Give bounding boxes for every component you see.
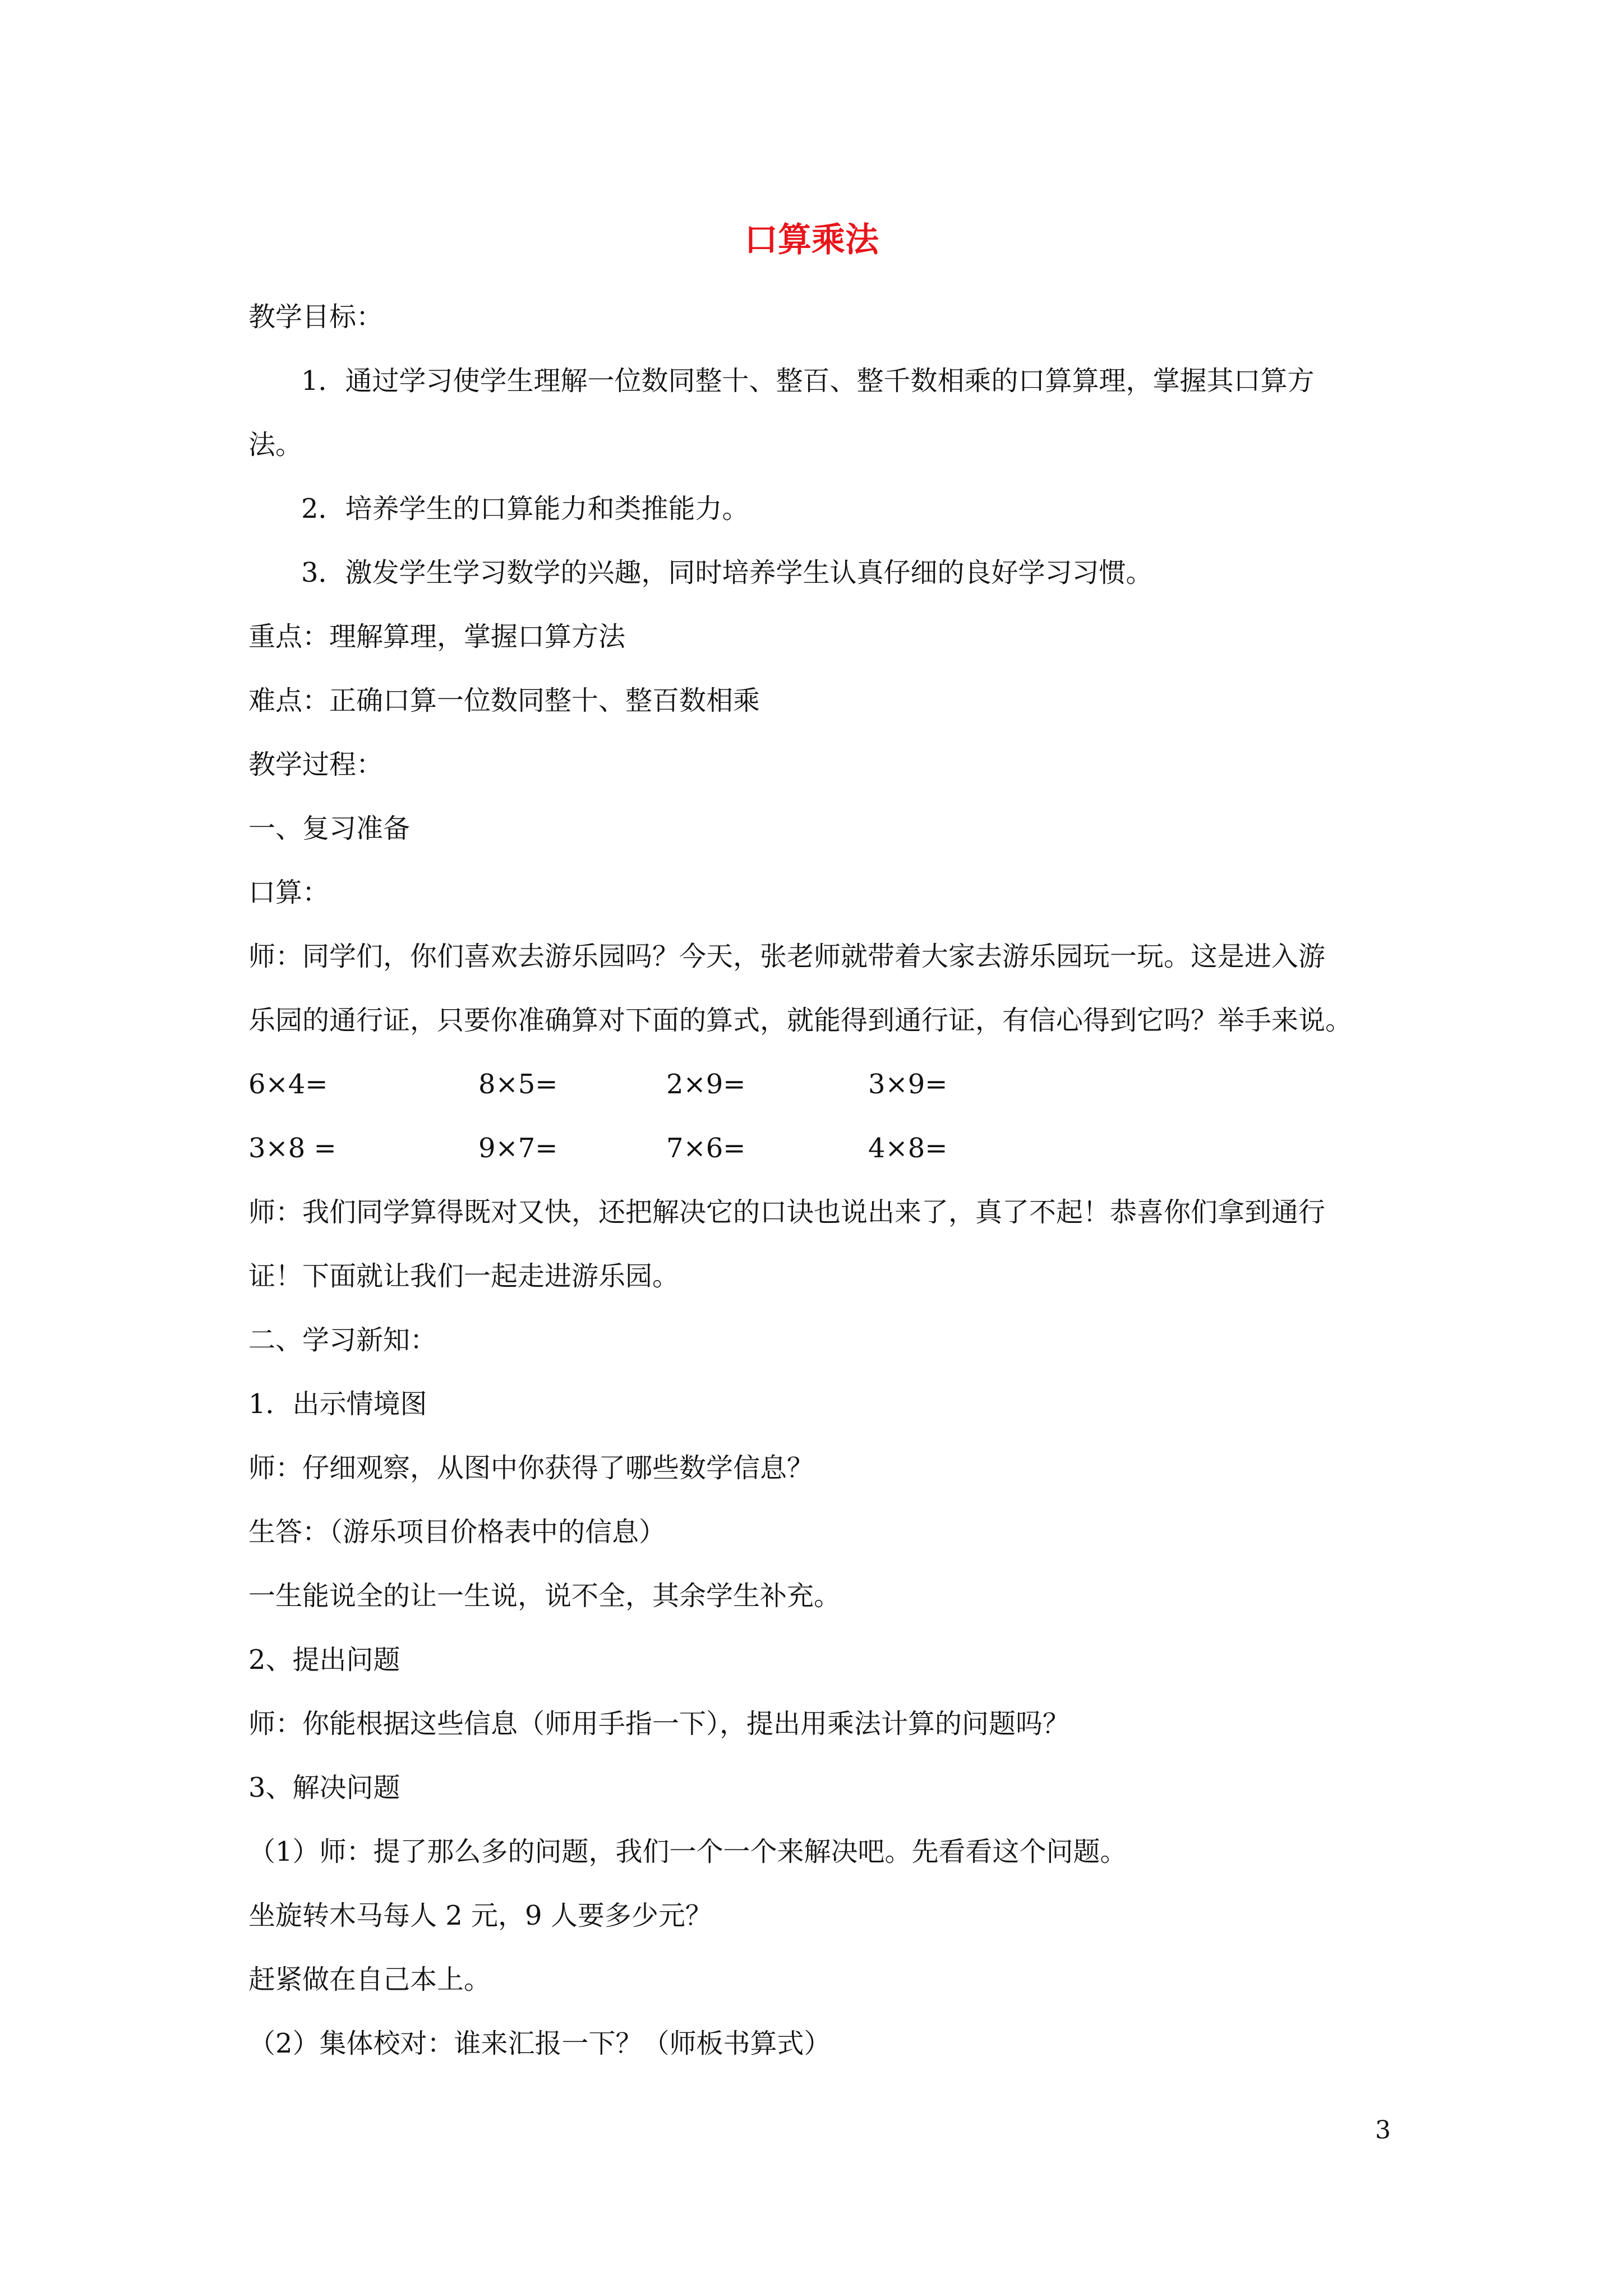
teacher-question-multiplication: 师：你能根据这些信息（师用手指一下），提出用乘法计算的问题吗？ [248, 1708, 1070, 1740]
student-answer: 生答：（游乐项目价格表中的信息） [248, 1516, 666, 1548]
instruction-do-in-notebook: 赶紧做在自己本上。 [248, 1964, 491, 1995]
teacher-question-observe: 师：仔细观察，从图中你获得了哪些数学信息？ [248, 1452, 814, 1484]
math-problem: 3×9= [868, 1069, 948, 1100]
page-number: 3 [1375, 2116, 1391, 2145]
word-problem: 坐旋转木马每人 2 元，9 人要多少元？ [248, 1900, 712, 1931]
step-new-knowledge-heading: 二、学习新知： [248, 1324, 437, 1356]
math-problem: 2×9= [666, 1069, 746, 1100]
math-problem: 9×7= [478, 1133, 558, 1164]
substep-raise-question: 2、提出问题 [248, 1644, 400, 1676]
section-heading-process: 教学过程： [248, 749, 384, 780]
teacher-solve-intro: （1）师：提了那么多的问题，我们一个一个来解决吧。先看看这个问题。 [248, 1836, 1127, 1867]
math-problem: 4×8= [868, 1133, 948, 1164]
teacher-intro-line-2: 乐园的通行证，只要你准确算对下面的算式，就能得到通行证，有信心得到它吗？举手来说。 [248, 1005, 1353, 1036]
objective-3: 3．激发学生学习数学的兴趣，同时培养学生认真仔细的良好学习习惯。 [301, 557, 1153, 588]
math-problem: 3×8 = [248, 1133, 336, 1164]
math-problem: 6×4= [248, 1069, 328, 1100]
teacher-praise-line-2: 证！下面就让我们一起走进游乐园。 [248, 1260, 680, 1292]
math-problem: 7×6= [666, 1133, 746, 1164]
oral-math-label: 口算： [248, 877, 330, 908]
substep-solve-problem: 3、解决问题 [248, 1772, 400, 1803]
teacher-praise-line-1: 师：我们同学算得既对又快，还把解决它的口诀也说出来了，真了不起！恭喜你们拿到通行 [248, 1197, 1326, 1228]
substep-show-picture: 1．出示情境图 [248, 1388, 427, 1420]
objective-2: 2．培养学生的口算能力和类推能力。 [301, 493, 749, 524]
section-heading-objectives: 教学目标： [248, 301, 384, 333]
document-title: 口算乘法 [744, 220, 879, 260]
student-supplement: 一生能说全的让一生说，说不全，其余学生补充。 [248, 1580, 841, 1612]
objective-1-continued: 法。 [248, 429, 303, 461]
teacher-intro-line-1: 师：同学们，你们喜欢去游乐园吗？今天，张老师就带着大家去游乐园玩一玩。这是进入游 [248, 941, 1326, 972]
difficulty-point: 难点：正确口算一位数同整十、整百数相乘 [248, 685, 760, 716]
key-point: 重点：理解算理，掌握口算方法 [248, 621, 626, 652]
math-problem: 8×5= [478, 1069, 558, 1100]
objective-1: 1．通过学习使学生理解一位数同整十、整百、整千数相乘的口算算理，掌握其口算方 [301, 365, 1315, 397]
collective-check: （2）集体校对：谁来汇报一下？（师板书算式） [248, 2028, 831, 2059]
step-review-heading: 一、复习准备 [248, 813, 411, 844]
